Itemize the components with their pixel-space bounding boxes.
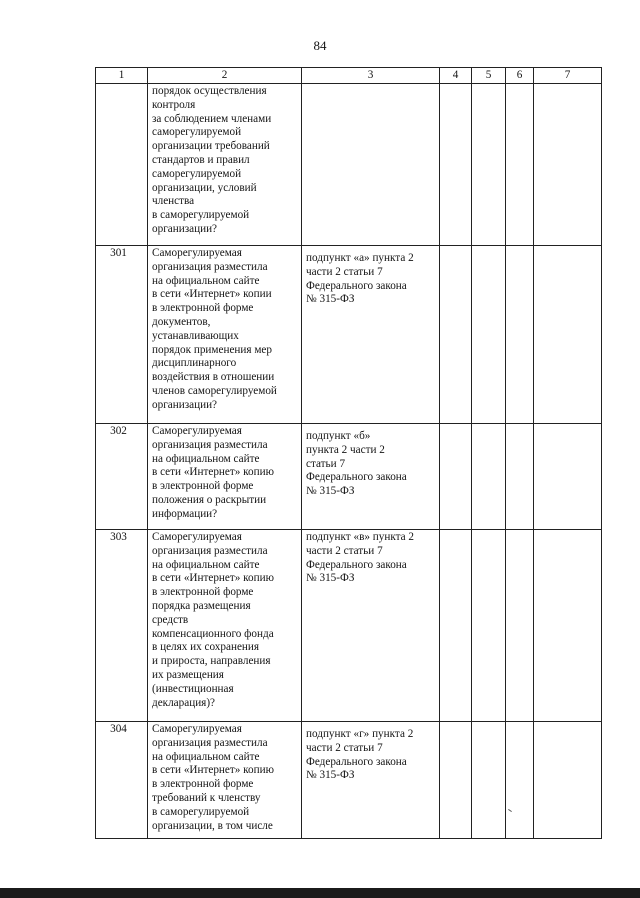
empty-cell [506, 424, 534, 530]
empty-cell [534, 246, 602, 424]
empty-cell [534, 424, 602, 530]
column-header: 1 [96, 68, 148, 84]
reference-text: подпункт «б» пункта 2 части 2 статьи 7 Федерального закона № 315-ФЗ [306, 430, 407, 498]
empty-cell [440, 84, 472, 246]
reference-cell [302, 84, 440, 246]
reference-cell [302, 530, 440, 722]
row-number: 302 [96, 424, 148, 530]
reference-cell [302, 424, 440, 530]
empty-cell [534, 530, 602, 722]
checklist-table [95, 67, 602, 839]
question-text: Саморегулируемая организация разместила на официальном сайте в сети «Интернет» копию в электронной форме порядка размещения средств компенсационного фонда в целях их сохранения и прироста, направления их размещения (инвестиционная декларация)? [152, 531, 274, 709]
page-number: 84 [313, 38, 327, 53]
row-number [96, 84, 148, 246]
question-cell [148, 530, 302, 722]
reference-cell [302, 246, 440, 424]
column-header: 5 [472, 68, 506, 84]
question-cell [148, 424, 302, 530]
table-row [96, 530, 602, 722]
table-row [96, 722, 602, 839]
empty-cell [440, 246, 472, 424]
empty-cell [506, 84, 534, 246]
question-text: Саморегулируемая организация разместила на официальном сайте в сети «Интернет» копии в электронной форме документов, устанавливающих порядок применения мер дисциплинарного воздействия в отношении членов саморегулируемой организации? [152, 247, 277, 411]
empty-cell [506, 530, 534, 722]
scan-bottom-edge [0, 888, 640, 898]
empty-cell [440, 424, 472, 530]
reference-text: подпункт «а» пункта 2 части 2 статьи 7 Федерального закона № 315-ФЗ [306, 252, 414, 306]
reference-text: подпункт «г» пункта 2 части 2 статьи 7 Федерального закона № 315-ФЗ [306, 728, 414, 782]
question-text: Саморегулируемая организация разместила на официальном сайте в сети «Интернет» копию в электронной форме требований к членству в саморегулируемой организации, в том числе [152, 723, 274, 832]
question-cell [148, 246, 302, 424]
column-header: 6 [506, 68, 534, 84]
table-row [96, 424, 602, 530]
empty-cell [472, 246, 506, 424]
empty-cell [472, 530, 506, 722]
empty-cell [472, 722, 506, 839]
empty-cell [472, 84, 506, 246]
table-row [96, 246, 602, 424]
empty-cell [472, 424, 506, 530]
question-text: Саморегулируемая организация разместила на официальном сайте в сети «Интернет» копию в электронной форме положения о раскрытии информации? [152, 425, 274, 520]
empty-cell [440, 722, 472, 839]
table-header-row [96, 68, 602, 84]
row-number: 304 [96, 722, 148, 839]
question-text: порядок осуществления контроля за соблюдением членами саморегулируемой организации требований стандартов и правил саморегулируемой организации, условий членства в саморегулируемой организации? [152, 85, 272, 235]
reference-cell [302, 722, 440, 839]
empty-cell [440, 530, 472, 722]
question-cell [148, 722, 302, 839]
column-header: 3 [302, 68, 440, 84]
column-header: 2 [148, 68, 302, 84]
column-header: 4 [440, 68, 472, 84]
reference-text: подпункт «в» пункта 2 части 2 статьи 7 Федерального закона № 315-ФЗ [306, 531, 414, 585]
row-number: 301 [96, 246, 148, 424]
empty-cell [534, 84, 602, 246]
row-number: 303 [96, 530, 148, 722]
empty-cell [534, 722, 602, 839]
table-row [96, 84, 602, 246]
column-header: 7 [534, 68, 602, 84]
empty-cell [506, 246, 534, 424]
empty-cell [506, 722, 534, 839]
question-cell [148, 84, 302, 246]
